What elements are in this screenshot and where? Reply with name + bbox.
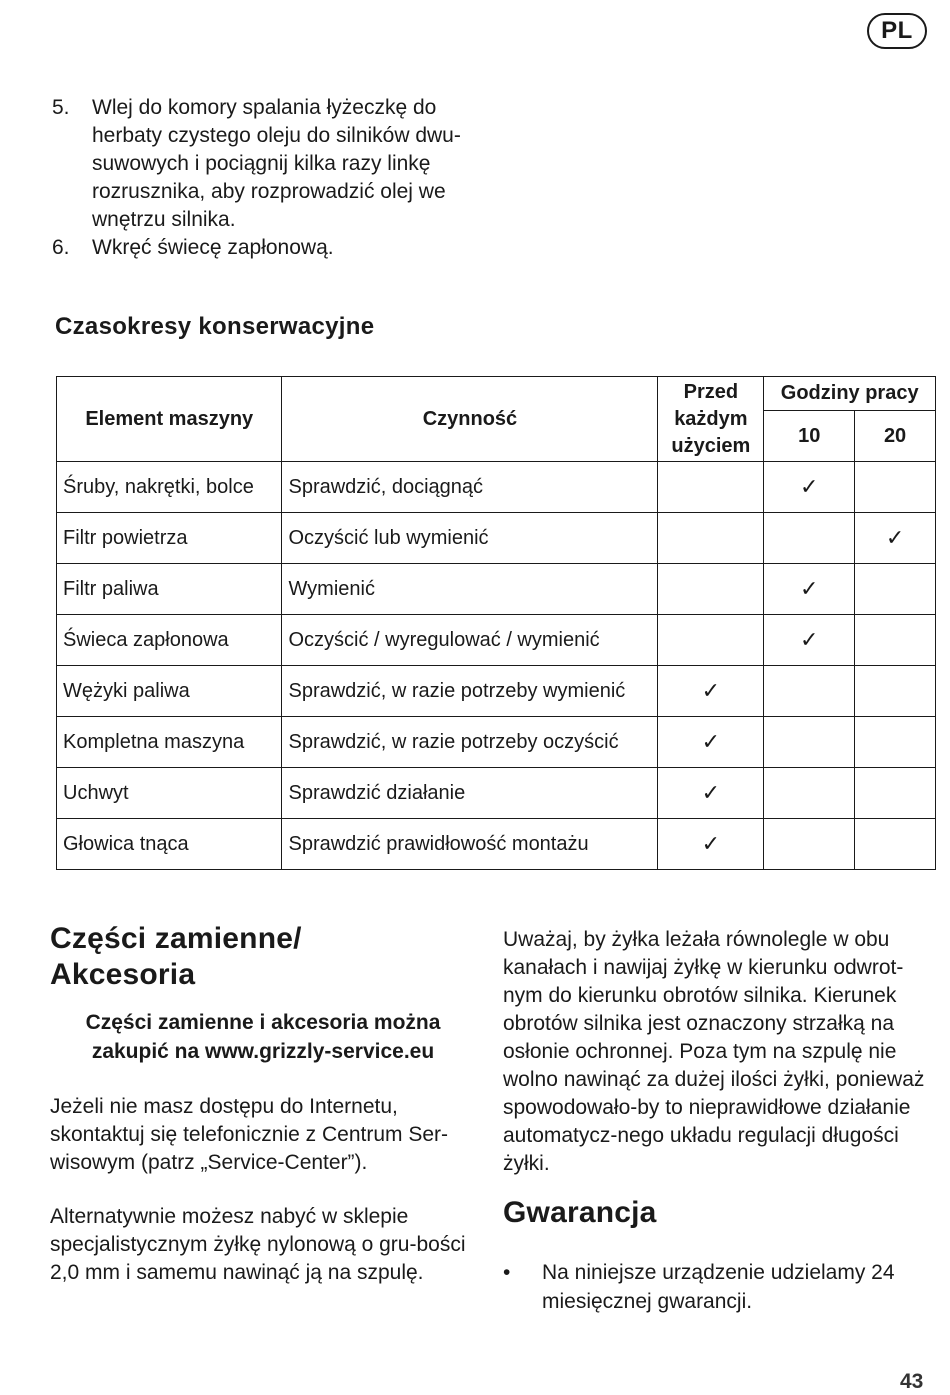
header-10-hours: 10	[764, 411, 855, 462]
cell-20h	[855, 768, 936, 819]
steps-list	[52, 94, 482, 262]
cell-element: Świeca zapłonowa	[57, 615, 282, 666]
cell-action: Sprawdzić, w razie potrzeby wymienić	[282, 666, 658, 717]
cell-before	[658, 462, 764, 513]
parts-heading-line2: Akcesoria	[50, 958, 196, 991]
cell-before: ✓	[658, 768, 764, 819]
warranty-heading: Gwarancja	[503, 1196, 657, 1229]
cell-action: Sprawdzić, w razie potrzeby oczyścić	[282, 717, 658, 768]
cell-10h	[764, 513, 855, 564]
parts-subtitle: Części zamienne i akcesoria można zakupić na www.grizzly-service.eu	[85, 1011, 441, 1063]
parts-heading	[50, 921, 470, 993]
parts-heading-line1: Części zamienne/	[50, 922, 302, 955]
cell-20h: ✓	[855, 513, 936, 564]
bullet-icon: •	[503, 1261, 511, 1284]
cell-10h	[764, 819, 855, 870]
cell-element: Głowica tnąca	[57, 819, 282, 870]
cell-element: Śruby, nakrętki, bolce	[57, 462, 282, 513]
cell-10h	[764, 717, 855, 768]
cell-20h	[855, 666, 936, 717]
parts-paragraph-2: Alternatywnie możesz nabyć w sklepie specjalistycznym żyłkę nylonową o gru-bości 2,0 mm i samemu nawinąć ją na szpulę.	[50, 1205, 466, 1284]
cell-element: Uchwyt	[57, 768, 282, 819]
parts-paragraph-3: Uważaj, by żyłka leżała równolegle w obu kanałach i nawijaj żyłkę w kierunku odwrot-nym do kierunku obrotów silnika. Kierunek obrotów silnika jest oznaczony strzałką na osłonie ochronnej. Poza tym na szpulę nie wolno nawinąć za dużej ilości żyłki, ponieważ spowodowało-by to nieprawidłowe działanie automatycz-nego układu regulacji długości żyłki.	[503, 928, 925, 1175]
header-element: Element maszyny	[57, 377, 282, 462]
parts-paragraph-1: Jeżeli nie masz dostępu do Internetu, skontaktuj się telefonicznie z Centrum Ser-wisowym (patrz „Service-Center”).	[50, 1095, 449, 1174]
header-before-each-use: Przed każdym użyciem	[658, 377, 764, 462]
cell-before	[658, 615, 764, 666]
cell-20h	[855, 717, 936, 768]
step-text: Wlej do komory spalania łyżeczkę do herbaty czystego oleju do silników dwu-suwowych i pociągnij kilka razy linkę rozrusznika, aby rozprowadzić olej we wnętrzu silnika.	[92, 96, 461, 231]
table-row	[57, 564, 936, 615]
header-working-hours: Godziny pracy	[764, 377, 936, 411]
table-row	[57, 666, 936, 717]
cell-action: Oczyścić lub wymienić	[282, 513, 658, 564]
warranty-bullet	[503, 1258, 923, 1316]
cell-element: Filtr paliwa	[57, 564, 282, 615]
cell-10h: ✓	[764, 615, 855, 666]
language-badge: PL	[867, 13, 927, 49]
page-number: 43	[900, 1370, 924, 1393]
cell-10h	[764, 666, 855, 717]
cell-action: Sprawdzić działanie	[282, 768, 658, 819]
header-20-hours: 20	[855, 411, 936, 462]
maintenance-title: Czasokresy konserwacyjne	[55, 313, 375, 340]
table-row	[57, 615, 936, 666]
cell-10h: ✓	[764, 462, 855, 513]
table-row	[57, 717, 936, 768]
cell-action: Sprawdzić prawidłowość montażu	[282, 819, 658, 870]
cell-before: ✓	[658, 819, 764, 870]
cell-element: Filtr powietrza	[57, 513, 282, 564]
cell-element: Wężyki paliwa	[57, 666, 282, 717]
maintenance-table	[56, 376, 936, 870]
cell-action: Sprawdzić, dociągnąć	[282, 462, 658, 513]
cell-element: Kompletna maszyna	[57, 717, 282, 768]
step-number: 6.	[52, 236, 70, 259]
cell-before: ✓	[658, 717, 764, 768]
list-item	[52, 234, 482, 262]
cell-20h	[855, 819, 936, 870]
cell-20h	[855, 615, 936, 666]
warranty-text: Na niniejsze urządzenie udzielamy 24 miesięcznej gwarancji.	[542, 1261, 895, 1313]
cell-10h	[764, 768, 855, 819]
cell-10h: ✓	[764, 564, 855, 615]
header-action: Czynność	[282, 377, 658, 462]
table-row	[57, 768, 936, 819]
step-number: 5.	[52, 96, 70, 119]
cell-20h	[855, 564, 936, 615]
cell-before	[658, 564, 764, 615]
table-row	[57, 513, 936, 564]
cell-action: Wymienić	[282, 564, 658, 615]
cell-before	[658, 513, 764, 564]
cell-20h	[855, 462, 936, 513]
cell-before: ✓	[658, 666, 764, 717]
cell-action: Oczyścić / wyregulować / wymienić	[282, 615, 658, 666]
table-row	[57, 819, 936, 870]
step-text: Wkręć świecę zapłonową.	[92, 236, 334, 259]
table-row	[57, 462, 936, 513]
list-item	[52, 94, 482, 234]
